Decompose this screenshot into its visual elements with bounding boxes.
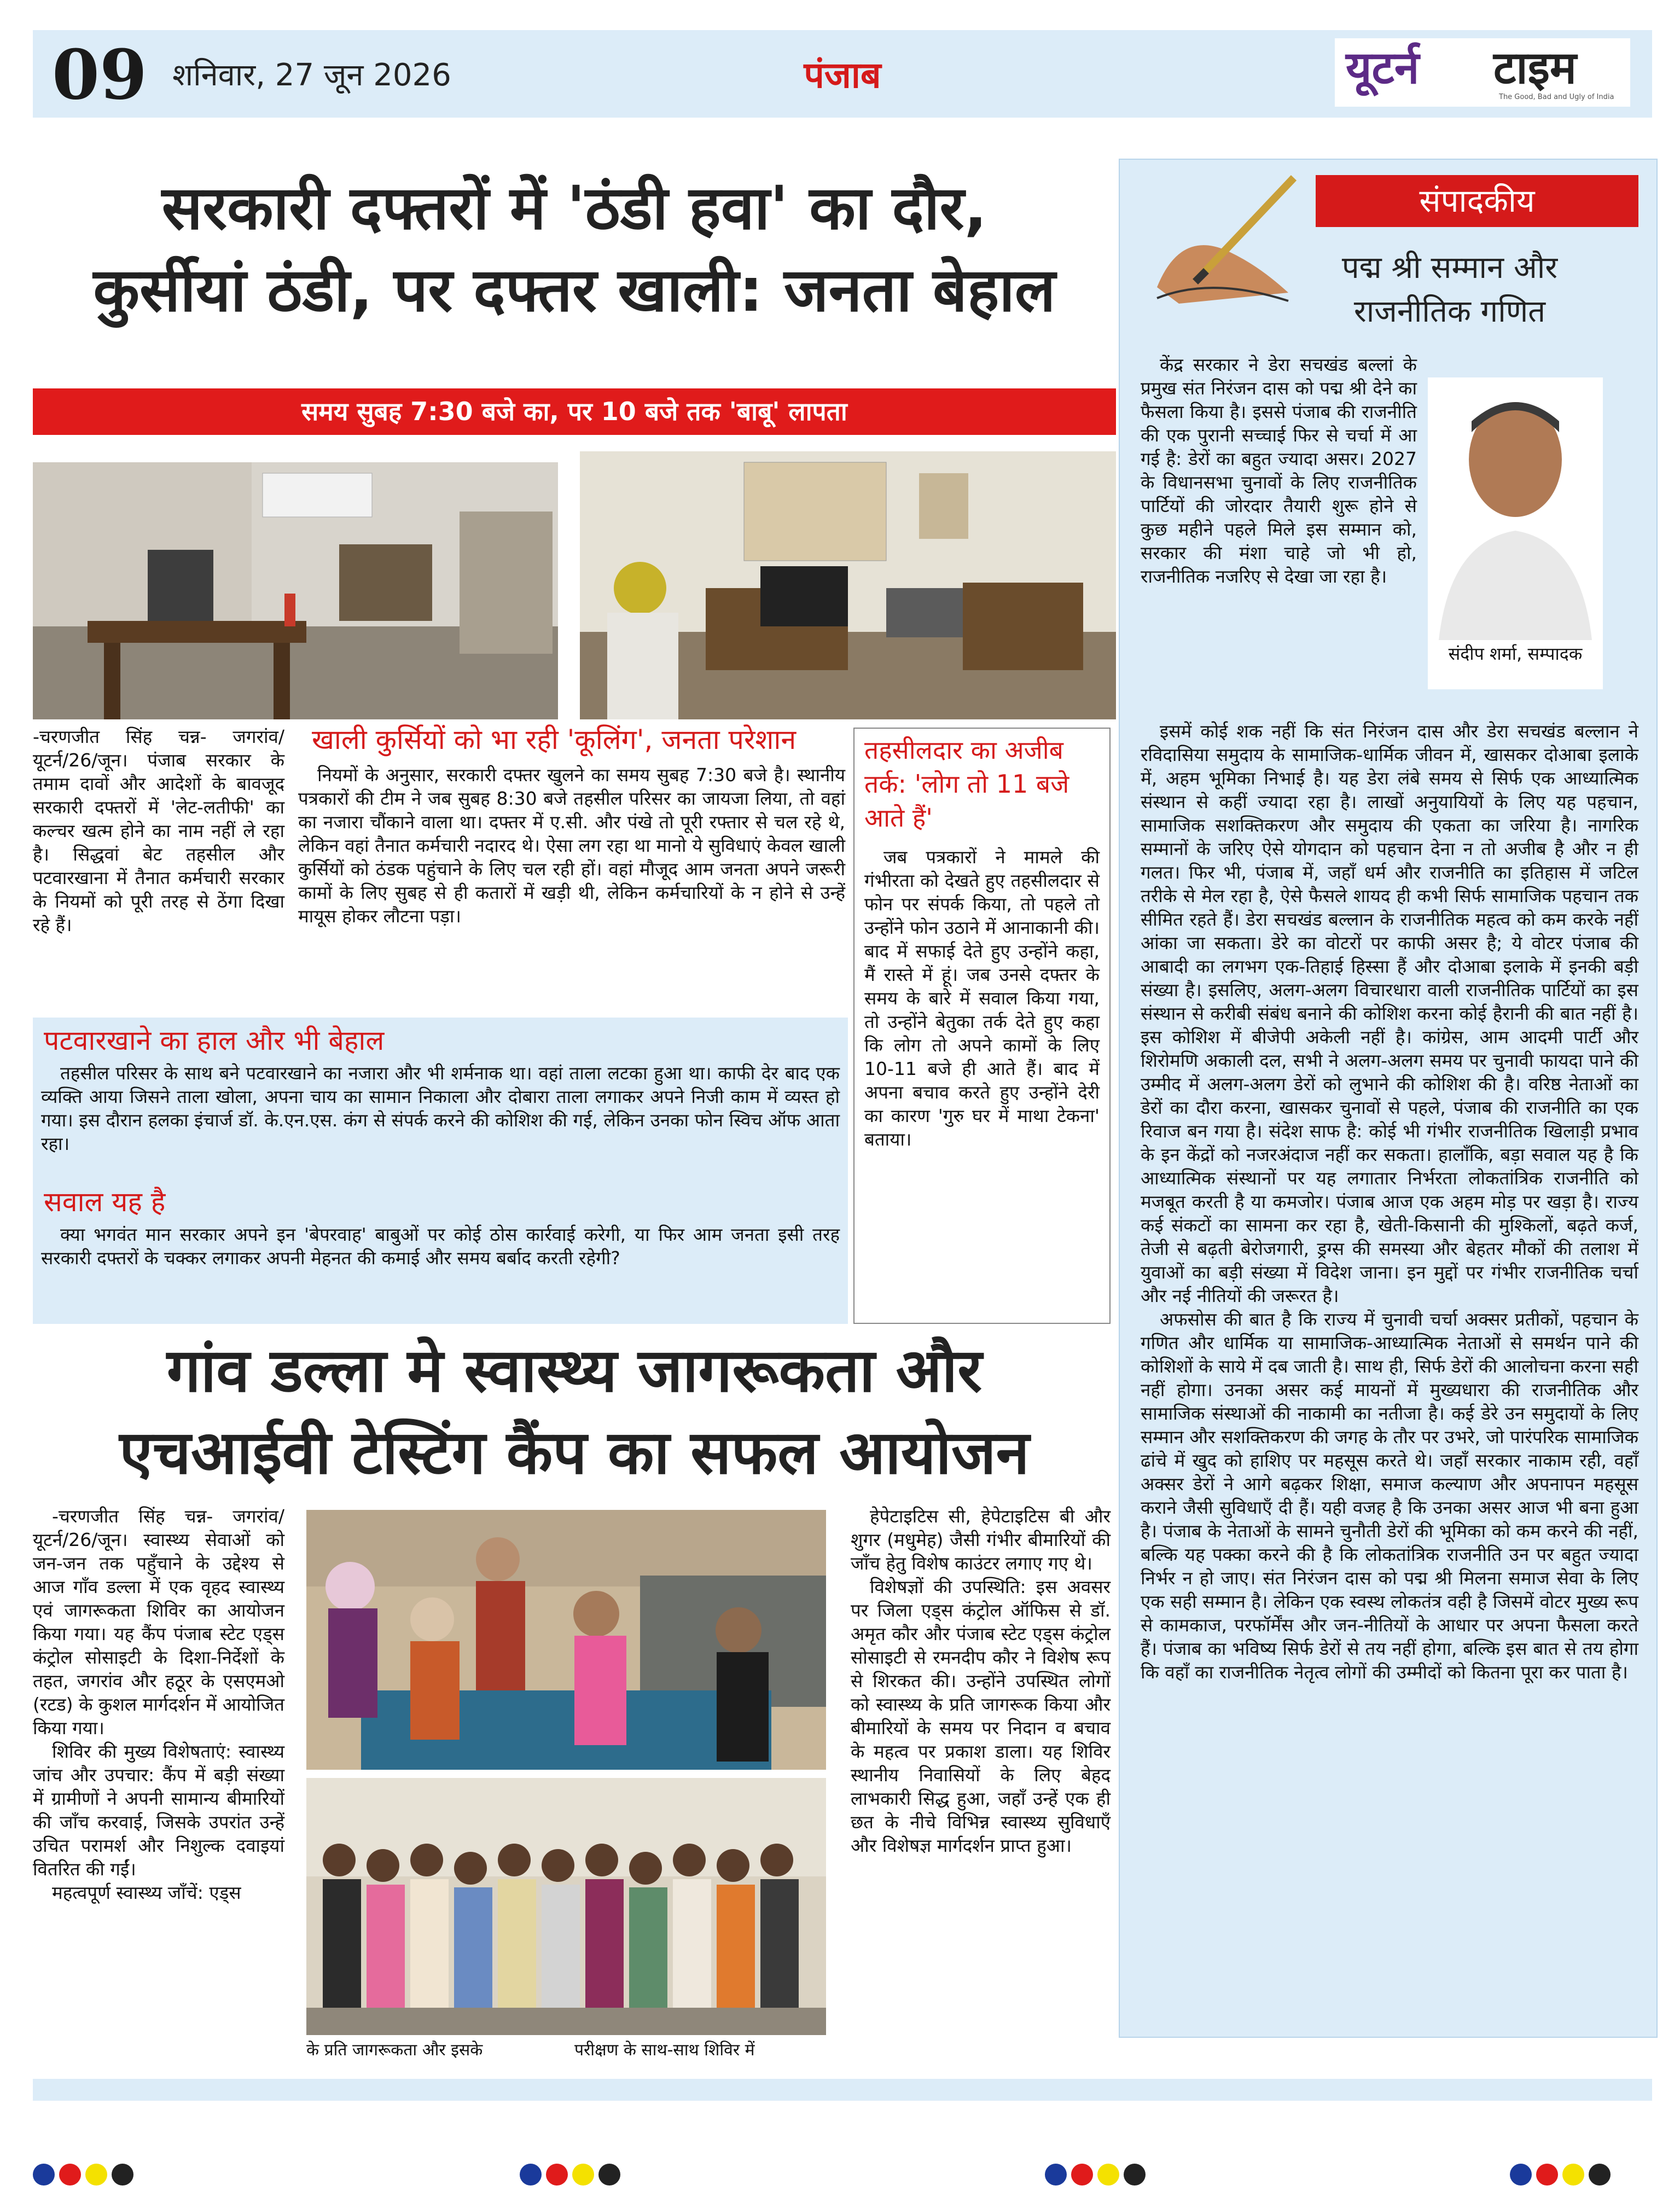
office-photo-2 bbox=[580, 451, 1116, 719]
editor-photo bbox=[1428, 377, 1603, 689]
story1-headline-line2: कुर्सीयां ठंडी, पर दफ्तर खाली: जनता बेहाल bbox=[93, 255, 1056, 325]
story1-side-body-text: जब पत्रकारों ने मामले की गंभीरता को देखते हुए तहसीलदार से फोन पर संपर्क किया, तो पहले तो उन्होंने फोन उठाने में आनाकानी की। बाद में सफाई देते हुए उन्होंने कहा, मैं रास्ते में हूं। जब उनसे दफ्तर के समय के बारे में सवाल किया गया, तो उन्होंने बेतुका तर्क देते हुए कहा कि लोग तो अपने कामों के लिए 10-11 बजे ही आते हैं। बाद में अपना बचाव करते हुए उन्होंने देरी का कारण 'गुरु घर में माथा टेकना' बताया। bbox=[864, 846, 1100, 1150]
editor-photo-caption: संदीप शर्मा, सम्पादक bbox=[1448, 643, 1583, 664]
story1-side-head: तहसीलदार का अजीब तर्क: 'लोग तो 11 बजे आते हैं' bbox=[864, 735, 1069, 833]
editorial-title-line1: पद्म श्री सम्मान और bbox=[1341, 250, 1558, 286]
story2-col3b-text: विशेषज्ञों की उपस्थिति: इस अवसर पर जिला एड्स कंट्रोल ऑफिस से डॉ. अमृत कौर और पंजाब स्टेट एड्स कंट्रोल सोसाइटी से रमनदीप कौर ने विशेष रूप से शिरकत की। उन्होंने उपस्थित लोगों को स्वास्थ्य के प्रति जागरूक किया और बीमारियों के समय पर निदान व बचाव के महत्व पर प्रकाश डाला। यह शिविर स्थानीय निवासियों के लिए बेहद लाभकारी सिद्ध हुआ, जहाँ उन्हें एक ही छत के नीचे विभिन्न स्वास्थ्य सुविधाएँ और विशेषज्ञ मार्गदर्शन प्राप्त हुआ। bbox=[851, 1576, 1111, 1856]
logo-part-1: यूटर्न bbox=[1346, 42, 1420, 94]
story1-subhead-2: पटवारखाने का हाल और भी बेहाल bbox=[44, 1025, 385, 1056]
story1-body-2-text: तहसील परिसर के साथ बने पटवारखाने का नजारा और भी शर्मनाक था। वहां ताला लटका हुआ था। काफी देर बाद एक व्यक्ति आया जिसने ताला खोला, अपना चाय का सामान निकाला और दोबारा ताला लगाकर अपने निजी काम में व्यस्त हो गया। इस दौरान हलका इंचार्ज डॉ. के.एन.एस. कंग से संपर्क करने की कोशिश की गई, लेकिन उनका फोन स्विच ऑफ आता रहा। bbox=[41, 1062, 840, 1154]
story2-col1c-text: महत्वपूर्ण स्वास्थ्य जाँचें: एड्स bbox=[52, 1882, 241, 1903]
footer-rule bbox=[33, 2079, 1652, 2101]
story1-body-2 bbox=[41, 1061, 840, 1155]
story2-col1 bbox=[33, 1504, 284, 1904]
registration-marks-2 bbox=[520, 2164, 620, 2186]
page-number: 09 bbox=[52, 35, 147, 115]
story1-side-body bbox=[864, 845, 1100, 1151]
story2-headline-line2: एचआईवी टेस्टिंग कैंप का सफल आयोजन bbox=[119, 1417, 1030, 1487]
story1-intro: -चरणजीत सिंह चन्न- जगरांव/यूटर्न/26/जून। पंजाब सरकार के तमाम दावों और आदेशों के बावजूद सरकारी दफ्तरों में 'लेट-लतीफी' का कल्चर खत्म होने का नाम नहीं ले रहा है। सिद्धवां बेट तहसील और पटवारखाना में तैनात कर्मचारी सरकार के नियमों को पूरी तरह से ठेंगा दिखा रहे हैं। bbox=[33, 726, 284, 935]
editorial-title-line2: राजनीतिक गणित bbox=[1353, 294, 1546, 329]
camp-photo-2 bbox=[306, 1778, 826, 2035]
editorial-intro bbox=[1141, 353, 1417, 588]
section-name: पंजाब bbox=[804, 54, 881, 96]
story1-subhead-1: खाली कुर्सियों को भा रही 'कूलिंग', जनता परेशान bbox=[312, 724, 797, 755]
story2-headline-line1: गांव डल्ला मे स्वास्थ्य जागरूकता और bbox=[166, 1335, 983, 1405]
story1-headline bbox=[33, 167, 1116, 331]
story2-col3-text: हेपेटाइटिस सी, हेपेटाइटिस बी और शुगर (मधुमेह) जैसी गंभीर बीमारियों की जाँच हेतु विशेष काउंटर लगाए गए थे। bbox=[851, 1506, 1111, 1574]
logo-part-2: टाइम bbox=[1493, 42, 1577, 94]
story1-body-3-text: क्या भगवंत मान सरकार अपने इन 'बेपरवाह' बाबुओं पर कोई ठोस कार्रवाई करेगी, या फिर आम जनता इसी तरह सरकारी दफ्तरों के चक्कर लगाकर अपनी मेहनत की कमाई और समय बर्बाद करती रहेगी? bbox=[41, 1224, 840, 1269]
story1-body-3 bbox=[41, 1223, 840, 1270]
issue-date: शनिवार, 27 जून 2026 bbox=[172, 57, 451, 93]
story2-bottom-text-1: के प्रति जागरूकता और इसके bbox=[306, 2041, 483, 2060]
editorial-p1: इसमें कोई शक नहीं कि संत निरंजन दास और डेरा सचखंड बल्लान ने रविदासिया समुदाय के सामाजिक-धार्मिक जीवन में, खासकर दोआबा इलाके में, अहम भूमिका निभाई है। यह डेरा लंबे समय से सिर्फ एक आध्यात्मिक संस्थान से कहीं ज्यादा रहा है। लाखों अनुयायियों के लिए यह पहचान, सामाजिक सशक्तिकरण और समुदाय की एकता का जरिया है। नागरिक सम्मानों के जरिए ऐसे योगदान को पहचान देना न तो अजीब है और न ही गलत। फिर भी, पंजाब में, जहाँ धर्म और राजनीति का इतिहास में जटिल तरीके से मेल रहा है, ऐसे फैसले शायद ही कभी सिर्फ सामाजिक पहचान तक सीमित रहते हैं। डेरा सचखंड बल्लान के राजनीतिक महत्व को कम करके नहीं आंका जा सकता। डेरे का वोटरों पर काफी असर है; ये वोटर पंजाब की आबादी का लगभग एक-तिहाई हिस्सा हैं और दोआबा इलाके में इनकी बड़ी संख्या है। इसलिए, अलग-अलग विचारधारा वाली राजनीतिक पार्टियों का इस संस्थान से करीबी संबंध बनाने की कोशिश करना कोई हैरानी की बात नहीं है। इस कोशिश में बीजेपी अकेली नहीं है। कांग्रेस, आम आदमी पार्टी और शिरोमणि अकाली दल, सभी ने अलग-अलग समय पर चुनावी फायदा पाने की उम्मीद में अलग-अलग डेरों को लुभाने की कोशिश की है। वरिष्ठ नेताओं का डेरों का दौरा करना, खासकर चुनावों से पहले, पंजाब की राजनीति का एक रिवाज बन गया है। संदेश साफ है: कोई भी गंभीर राजनीतिक खिलाड़ी प्रभाव के इन केंद्रों को नजरअंदाज नहीं कर सकता। हालाँकि, बड़ा सवाल यह है कि आध्यात्मिक संस्थानों पर यह लगातार निर्भरता लोकतांत्रिक राजनीति को मजबूत करती है या कमजोर। पंजाब आज एक अहम मोड़ पर खड़ा है। राज्य कई संकटों का सामना कर रहा है, खेती-किसानी की मुश्किलों, बढ़ते कर्ज, तेजी से बढ़ती बेरोजगारी, ड्रग्स की समस्या और बेहतर मौकों की तलाश में युवाओं का बड़ी संख्या में विदेश जाना। इन मुद्दों पर गंभीर राजनीतिक चर्चा और नई नीतियों की जरूरत है। bbox=[1141, 720, 1638, 1306]
newspaper-logo bbox=[1335, 38, 1630, 107]
registration-marks-1 bbox=[33, 2164, 133, 2186]
office-photo-1 bbox=[33, 462, 558, 719]
editorial-title bbox=[1280, 246, 1619, 334]
registration-marks-3 bbox=[1045, 2164, 1146, 2186]
story1-body-1 bbox=[298, 763, 845, 928]
story1-body-1-text: नियमों के अनुसार, सरकारी दफ्तर खुलने का समय सुबह 7:30 बजे है। स्थानीय पत्रकारों की टीम ने जब सुबह 8:30 बजे तहसील परिसर का जायजा लिया, तो वहां का नजारा चौंकाने वाला था। दफ्तर में ए.सी. और पंखे तो पूरी रफ्तार से चल रहे थे, लेकिन वहां तैनात कर्मचारी नदारद थे। ऐसा लग रहा था मानो ये सुविधाएं केवल खाली कुर्सियों को ठंडक पहुंचाने के लिए चल रही हों। वहां मौजूद आम जनता अपने जरूरी कामों के लिए सुबह से ही कतारों में खड़ी थी, लेकिन कर्मचारियों के न होने से उन्हें मायूस होकर लौटना पड़ा। bbox=[298, 764, 845, 927]
story2-col1-text: -चरणजीत सिंह चन्न- जगरांव/यूटर्न/26/जून। स्वास्थ्य सेवाओं को जन-जन तक पहुँचाने के उद्देश्य से आज गाँव डल्ला में एक वृहद स्वास्थ्य एवं जागरूकता शिविर का आयोजन किया गया। यह कैंप पंजाब स्टेट एड्स कंट्रोल सोसाइटी के दिशा-निर्देशों के तहत, जगरांव और हठूर के एसएमओ (रटड) के कुशल मार्गदर्शन में आयोजित किया गया। bbox=[33, 1506, 284, 1739]
story2-col1b-text: शिविर की मुख्य विशेषताएं: स्वास्थ्य जांच और उपचार: कैंप में बड़ी संख्या में ग्रामीणों ने अपनी सामान्य बीमारियों की जाँच करवाई, जिसके उपरांत उन्हें उचित परामर्श और निशुल्क दवाइयां वितरित की गईं। bbox=[33, 1741, 284, 1880]
editorial-intro-text: केंद्र सरकार ने डेरा सचखंड बल्लां के प्रमुख संत निरंजन दास को पद्म श्री देने का फैसला किया है। इससे पंजाब की राजनीति की एक पुरानी सच्चाई फिर से चर्चा में आ गई है: डेरों का बहुत ज्यादा असर। 2027 के विधानसभा चुनावों के लिए राजनीतिक पार्टियों की जोरदार तैयारी शुरू होने से कुछ महीने पहले मिले इस सम्मान को, सरकार की मंशा चाहे जो भी हो, राजनीतिक नजरिए से देखा जा रहा है। bbox=[1141, 354, 1417, 587]
story2-bottom-text-2: परीक्षण के साथ-साथ शिविर में bbox=[574, 2041, 755, 2060]
story2-headline bbox=[33, 1329, 1116, 1493]
camp-photo-1 bbox=[306, 1510, 826, 1770]
logo-tagline: The Good, Bad and Ugly of India bbox=[1499, 93, 1614, 101]
registration-marks-4 bbox=[1510, 2164, 1611, 2186]
editorial-body bbox=[1141, 719, 1638, 1684]
editorial-label: संपादकीय bbox=[1316, 175, 1638, 227]
editorial-p2: अफसोस की बात है कि राज्य में चुनावी चर्चा अक्सर प्रतीकों, पहचान के गणित और धार्मिक या सामाजिक-आध्यात्मिक नेताओं से समर्थन पाने की कोशिशों के साये में दब जाती है। साथ ही, सिर्फ डेरों की आलोचना करना सही नहीं होगा। उनका असर कई मायनों में मुख्यधारा की राजनीतिक और सामाजिक संस्थाओं की नाकामी का नतीजा है। कई डेरे उन समुदायों के लिए सम्मान और सशक्तिकरण की जगह के तौर पर उभरे, जो पारंपरिक सामाजिक ढांचे में खुद को हाशिए पर महसूस करते थे। जहाँ सरकार नाकाम रही, वहाँ अक्सर डेरों ने आगे बढ़कर शिक्षा, समाज कल्याण और अपनापन महसूस कराने जैसी सुविधाएँ दी हैं। यही वजह है कि उनका असर आज भी बना हुआ है। पंजाब के नेताओं के सामने चुनौती डेरों की भूमिका को कम करने की नहीं, बल्कि यह पक्का करने की है कि लोकतांत्रिक राजनीति उन पर बहुत ज्यादा निर्भर न हो जाए। संत निरंजन दास को पद्म श्री मिलना समाज सेवा के लिए एक सही सम्मान है। लेकिन एक स्वस्थ लोकतंत्र वही है जिसमें वोटर मुख्य रूप से कामकाज, परफॉर्मेंस और जन-नीतियों के आधार पर अपना फैसला करते हैं। पंजाब का भविष्य सिर्फ डेरों से तय नहीं होगा, बल्कि इस बात से तय होगा कि वहाँ का राजनीतिक नेतृत्व लोगों की उम्मीदों को कितना पूरा कर पाता है। bbox=[1141, 1309, 1638, 1683]
story1-headline-line1: सरकारी दफ्तरों में 'ठंडी हवा' का दौर, bbox=[161, 173, 987, 243]
story1-strap: समय सुबह 7:30 बजे का, पर 10 बजे तक 'बाबू' लापता bbox=[33, 388, 1116, 435]
story1-subhead-3: सवाल यह है bbox=[44, 1186, 166, 1218]
story2-col3 bbox=[851, 1504, 1111, 1857]
